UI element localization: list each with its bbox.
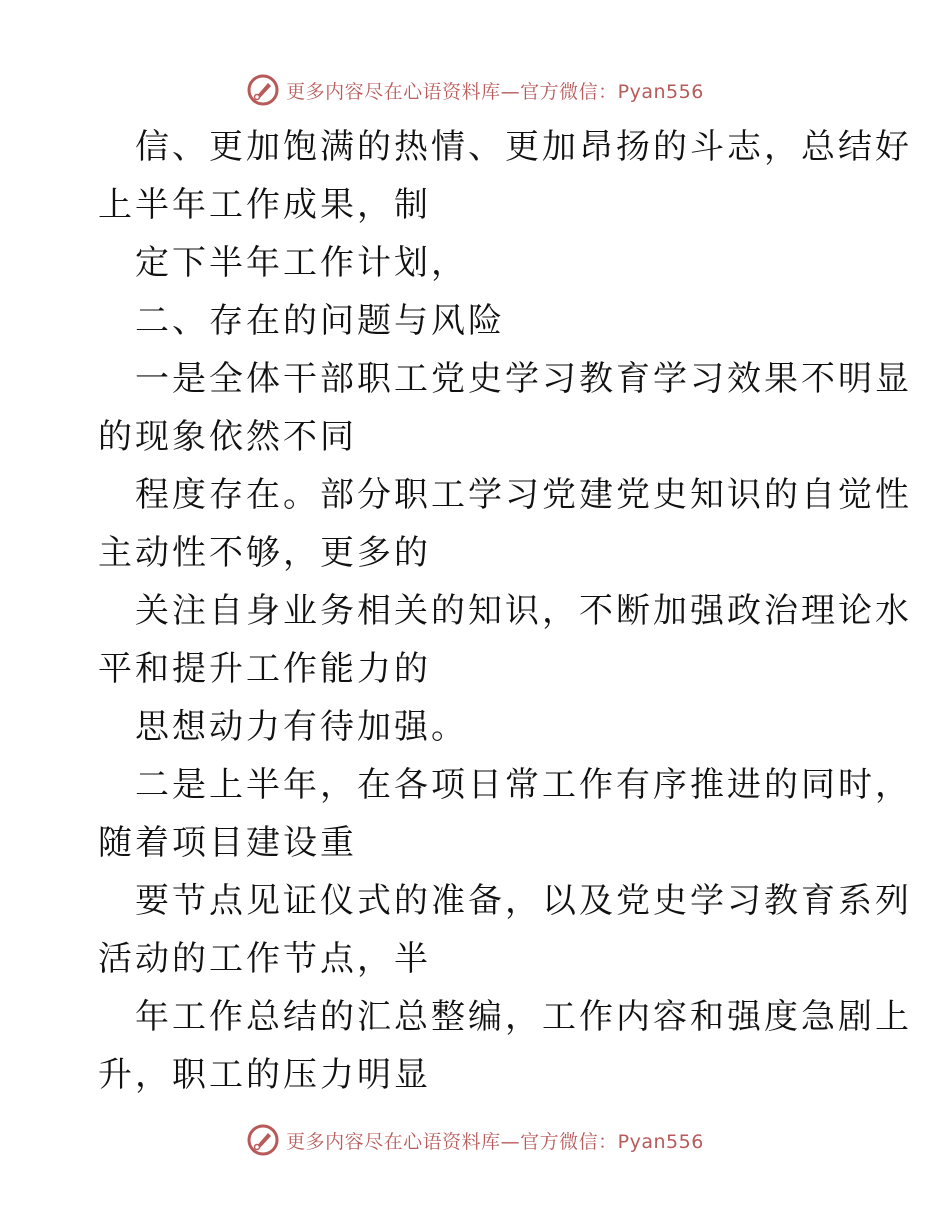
text-line: 平和提升工作能力的 xyxy=(98,649,431,689)
text-line: 要节点见证仪式的准备，以及党史学习教育系列 xyxy=(135,881,912,921)
text-line: 年工作总结的汇总整编，工作内容和强度急剧上 xyxy=(135,997,912,1037)
text-line: 二是上半年，在各项日常工作有序推进的同时， xyxy=(135,765,912,805)
text-line: 程度存在。部分职工学习党建党史知识的自觉性 xyxy=(135,475,912,515)
footer-banner-text: 更多内容尽在心语资料库—官方微信：Pyan556 xyxy=(286,1130,704,1153)
text-line: 随着项目建设重 xyxy=(98,823,357,863)
header-banner xyxy=(0,70,950,110)
text-line: 的现象依然不同 xyxy=(98,417,357,457)
pen-logo-icon xyxy=(246,1123,280,1157)
text-line: 定下半年工作计划， xyxy=(135,243,468,283)
text-line: 升，职工的压力明显 xyxy=(98,1055,431,1095)
text-line: 思想动力有待加强。 xyxy=(135,707,468,747)
text-line: 主动性不够，更多的 xyxy=(98,533,431,573)
document-body xyxy=(98,118,912,1104)
section-heading: 二、存在的问题与风险 xyxy=(135,301,505,341)
header-banner-text: 更多内容尽在心语资料库—官方微信：Pyan556 xyxy=(286,80,704,103)
text-line: 信、更加饱满的热情、更加昂扬的斗志，总结好 xyxy=(135,127,912,167)
text-line: 一是全体干部职工党史学习教育学习效果不明显 xyxy=(135,359,912,399)
text-line: 活动的工作节点，半 xyxy=(98,939,431,979)
text-line: 关注自身业务相关的知识，不断加强政治理论水 xyxy=(135,591,912,631)
pen-logo-icon xyxy=(246,73,280,107)
footer-banner xyxy=(0,1120,950,1160)
text-line: 上半年工作成果，制 xyxy=(98,185,431,225)
